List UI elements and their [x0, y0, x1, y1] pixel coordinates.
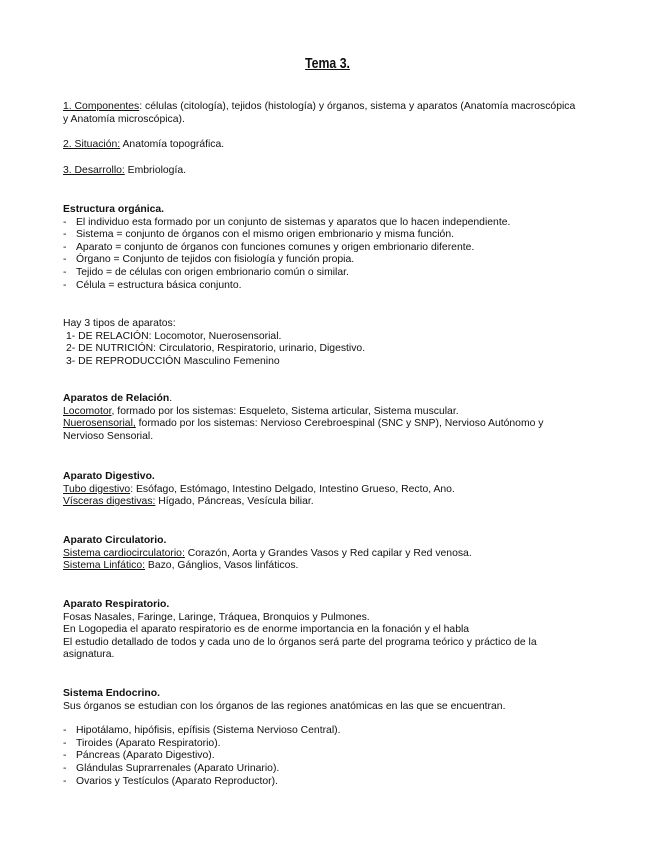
list-item: - Órgano = Conjunto de tejidos con fisiología y función propia. [63, 254, 583, 267]
neurosensorial-label: Nuerosensorial, [63, 418, 136, 430]
visceras-label: Vísceras digestivas: [63, 496, 156, 508]
endocrino-list [63, 725, 583, 788]
estructura-heading: Estructura orgánica. [63, 204, 165, 215]
endocrino-section [63, 688, 583, 788]
respiratorio-section [63, 599, 583, 662]
linfatico-text: Bazo, Gánglios, Vasos linfáticos. [145, 560, 299, 572]
list-item: - Tiroides (Aparato Respiratorio). [63, 738, 583, 751]
relacion-section [63, 393, 583, 443]
list-item: - Glándulas Suprarrenales (Aparato Urinario). [63, 763, 583, 776]
list-item: 1- DE RELACIÓN: Locomotor, Nuerosensorial. [66, 330, 282, 342]
estructura-list [63, 217, 583, 293]
list-item: 2- DE NUTRICIÓN: Circulatorio, Respiratorio, urinario, Digestivo. [66, 343, 366, 355]
cardiocirculatorio-label: Sistema cardiocirculatorio: [63, 547, 185, 559]
tipos-section [63, 318, 583, 368]
tubo-digestivo-label: Tubo digestivo [63, 483, 131, 495]
desarrollo-text: Embriología. [124, 165, 187, 176]
list-item: - Célula = estructura básica conjunto. [63, 280, 583, 293]
respiratorio-line-3: El estudio detallado de todos y cada uno de lo órganos será parte del programa teórico y práctico de la asignatura. [63, 636, 537, 661]
tipos-list [63, 331, 583, 369]
list-item: - Sistema = conjunto de órganos con el mismo origen embrionario y misma función. [63, 229, 583, 242]
list-item: - El individuo esta formado por un conjunto de sistemas y aparatos que lo hacen independiente. [63, 217, 583, 230]
list-item: - Hipotálamo, hipófisis, epífisis (Sistema Nervioso Central). [63, 725, 583, 738]
intro-item-3 [63, 165, 583, 178]
circulatorio-heading: Aparato Circulatorio. [63, 535, 167, 546]
tubo-digestivo-text: : Esófago, Estómago, Intestino Delgado, Intestino Grueso, Recto, Ano. [130, 483, 455, 495]
list-item: - Aparato = conjunto de órganos con funciones comunes y origen embrionario diferente. [63, 242, 583, 255]
locomotor-text: , formado por los sistemas: Esqueleto, Sistema articular, Sistema muscular. [111, 405, 459, 417]
list-item: - Tejido = de células con origen embrionario común o similar. [63, 267, 583, 280]
componentes-label: 1. Componentes [63, 101, 140, 112]
situacion-text: Anatomía topográfica. [120, 139, 225, 150]
neurosensorial-text: formado por los sistemas: Nervioso Cerebroespinal (SNC y SNP), Nervioso Autónomo y Nervioso Sensorial. [63, 418, 544, 442]
locomotor-label: Locomotor [63, 405, 112, 417]
relacion-heading: Aparatos de Relación [63, 393, 170, 404]
digestivo-section [63, 471, 583, 509]
situacion-label: 2. Situación: [63, 139, 121, 150]
relacion-heading-end: . [169, 393, 173, 404]
circulatorio-section [63, 535, 583, 573]
page-title: Tema 3. [305, 55, 350, 72]
respiratorio-heading: Aparato Respiratorio. [63, 599, 170, 610]
endocrino-intro: Sus órganos se estudian con los órganos de las regiones anatómicas en las que se encuentran. [63, 700, 506, 712]
respiratorio-line-1: Fosas Nasales, Faringe, Laringe, Tráquea, Bronquios y Pulmones. [63, 611, 370, 623]
list-item: 3- DE REPRODUCCIÓN Masculino Femenino [66, 355, 280, 367]
visceras-text: Hígado, Páncreas, Vesícula biliar. [155, 496, 314, 508]
desarrollo-label: 3. Desarrollo: [63, 165, 125, 176]
cardiocirculatorio-text: Corazón, Aorta y Grandes Vasos y Red capilar y Red venosa. [184, 547, 472, 559]
estructura-section [63, 204, 583, 292]
list-item: - Páncreas (Aparato Digestivo). [63, 750, 583, 763]
intro-item-1 [63, 101, 583, 126]
componentes-text: : células (citología), tejidos (histología) y órganos, sistema y aparatos (Anatomía macroscópica y Anatomía microscópica). [63, 101, 576, 125]
respiratorio-line-2: En Logopedia el aparato respiratorio es de enorme importancia en la fonación y el habla [63, 624, 470, 636]
intro-item-2 [63, 139, 583, 152]
endocrino-heading: Sistema Endocrino. [63, 688, 161, 699]
linfatico-label: Sistema Linfático: [63, 560, 146, 572]
digestivo-heading: Aparato Digestivo. [63, 471, 155, 482]
tipos-intro: Hay 3 tipos de aparatos: [63, 318, 176, 329]
list-item: - Ovarios y Testículos (Aparato Reproductor). [63, 776, 583, 789]
